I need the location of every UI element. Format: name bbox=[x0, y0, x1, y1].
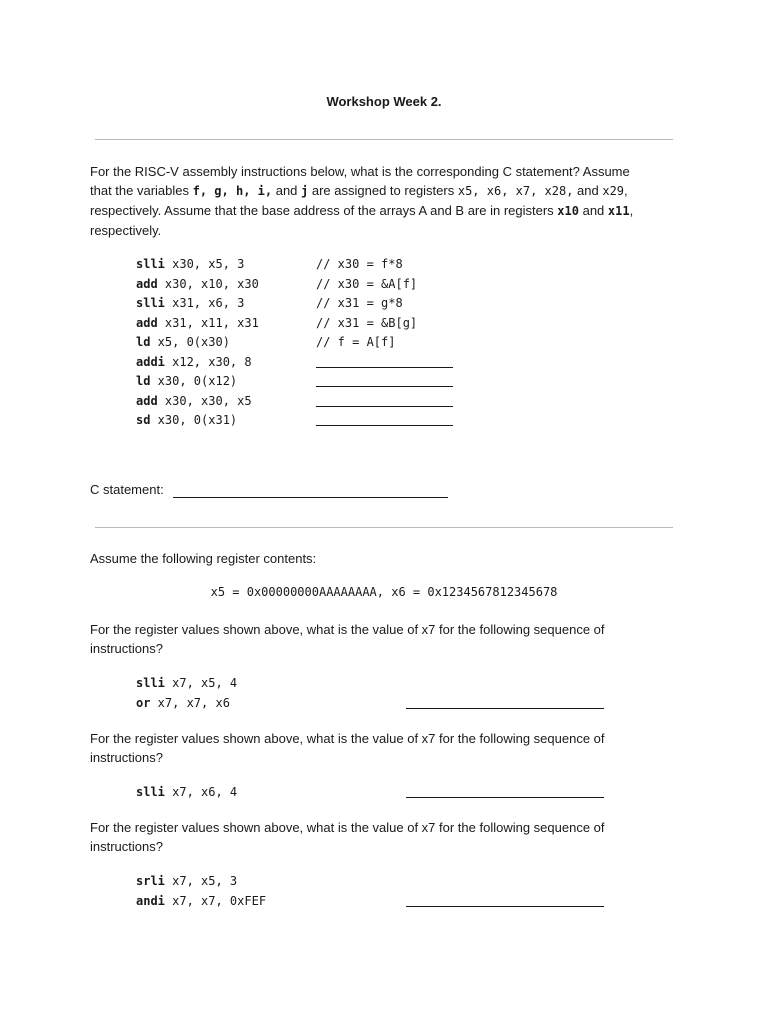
operands: x30, 0(x31) bbox=[150, 413, 238, 427]
q1-text: and bbox=[272, 183, 302, 198]
comment-answer-blank[interactable] bbox=[316, 386, 453, 387]
page-title: Workshop Week 2. bbox=[326, 94, 442, 109]
opcode: slli bbox=[136, 296, 165, 310]
code-comment: // x31 = g*8 bbox=[316, 296, 403, 310]
opcode: add bbox=[136, 393, 158, 408]
q1-text: respectively. Assume that the base address of the arrays A and B are in registers bbox=[90, 203, 558, 218]
opcode: add bbox=[136, 315, 158, 330]
q1-intro bbox=[90, 162, 690, 240]
q1-reg-x10: x10 bbox=[557, 204, 579, 218]
comment-answer-blank[interactable] bbox=[316, 406, 453, 407]
operands: x12, x30, 8 bbox=[164, 354, 252, 369]
opcode: srli bbox=[136, 874, 165, 888]
opcode: slli bbox=[136, 257, 165, 271]
c-statement-label: C statement: bbox=[90, 482, 164, 497]
opcode: add bbox=[136, 276, 158, 291]
opcode: slli bbox=[136, 676, 165, 690]
opcode: ld bbox=[136, 374, 151, 388]
question-line: For the register values shown above, what is the value of x7 for the following sequence of bbox=[90, 731, 605, 746]
q1-intro-line-4: respectively. bbox=[90, 223, 162, 238]
opcode: addi bbox=[136, 354, 165, 369]
q1-var-j: j bbox=[301, 184, 309, 198]
q1-intro-line-3 bbox=[90, 201, 690, 221]
question-line: instructions? bbox=[90, 750, 163, 765]
operands: x30, x10, x30 bbox=[157, 276, 259, 291]
q2a-answer-line[interactable] bbox=[406, 708, 604, 709]
q1-text: , bbox=[624, 183, 628, 198]
operands: x7, x5, 4 bbox=[164, 676, 238, 690]
opcode: or bbox=[136, 695, 151, 710]
register-contents: x5 = 0x00000000AAAAAAAA, x6 = 0x1234567812345678 bbox=[210, 585, 558, 599]
q2-intro: Assume the following register contents: bbox=[90, 551, 317, 566]
divider-top bbox=[95, 139, 673, 140]
code-comment: // x30 = f*8 bbox=[316, 257, 403, 271]
q1-intro-line-2 bbox=[90, 181, 690, 201]
q1-var-list: f, g, h, i, bbox=[192, 184, 273, 198]
q1-text: that the variables bbox=[90, 183, 193, 198]
q1-intro-line-1: For the RISC-V assembly instructions below, what is the corresponding C statement? Assume bbox=[90, 164, 630, 179]
q1-text: , bbox=[629, 203, 634, 218]
operands: x7, x7, x6 bbox=[150, 695, 230, 710]
opcode: sd bbox=[136, 413, 151, 427]
code-comment: // x31 = &B[g] bbox=[316, 315, 418, 330]
divider-middle bbox=[95, 527, 673, 528]
question-line: For the register values shown above, what is the value of x7 for the following sequence of bbox=[90, 820, 605, 835]
opcode: ld bbox=[136, 335, 151, 349]
c-statement-answer-line[interactable] bbox=[173, 497, 448, 498]
operands: x31, x11, x31 bbox=[157, 315, 259, 330]
operands: x30, 0(x12) bbox=[150, 374, 238, 388]
operands: x31, x6, 3 bbox=[164, 296, 245, 310]
q2a-question bbox=[90, 620, 690, 658]
operands: x7, x7, 0xFEF bbox=[164, 893, 267, 908]
operands: x30, x30, x5 bbox=[157, 393, 252, 408]
question-line: instructions? bbox=[90, 641, 163, 656]
code-comment: // x30 = &A[f] bbox=[316, 276, 418, 291]
q1-reg-list: x5, x6, x7, x28, bbox=[457, 184, 574, 198]
operands: x7, x6, 4 bbox=[164, 785, 238, 799]
q2c-answer-line[interactable] bbox=[406, 906, 604, 907]
q2b-answer-line[interactable] bbox=[406, 797, 604, 798]
operands: x5, 0(x30) bbox=[150, 335, 230, 349]
q1-reg-x29: x29 bbox=[602, 184, 625, 198]
question-line: For the register values shown above, what is the value of x7 for the following sequence of bbox=[90, 622, 605, 637]
q1-text: are assigned to registers bbox=[308, 183, 458, 198]
operands: x30, x5, 3 bbox=[164, 257, 245, 271]
q1-reg-x11: x11 bbox=[607, 204, 630, 218]
q1-text: and bbox=[578, 203, 608, 218]
q1-text: and bbox=[573, 183, 603, 198]
q2c-question bbox=[90, 818, 690, 856]
q2b-question bbox=[90, 729, 690, 767]
comment-answer-blank[interactable] bbox=[316, 367, 453, 368]
comment-answer-blank[interactable] bbox=[316, 425, 453, 426]
opcode: slli bbox=[136, 785, 165, 799]
opcode: andi bbox=[136, 893, 165, 908]
operands: x7, x5, 3 bbox=[164, 874, 238, 888]
question-line: instructions? bbox=[90, 839, 163, 854]
code-comment: // f = A[f] bbox=[316, 335, 396, 349]
